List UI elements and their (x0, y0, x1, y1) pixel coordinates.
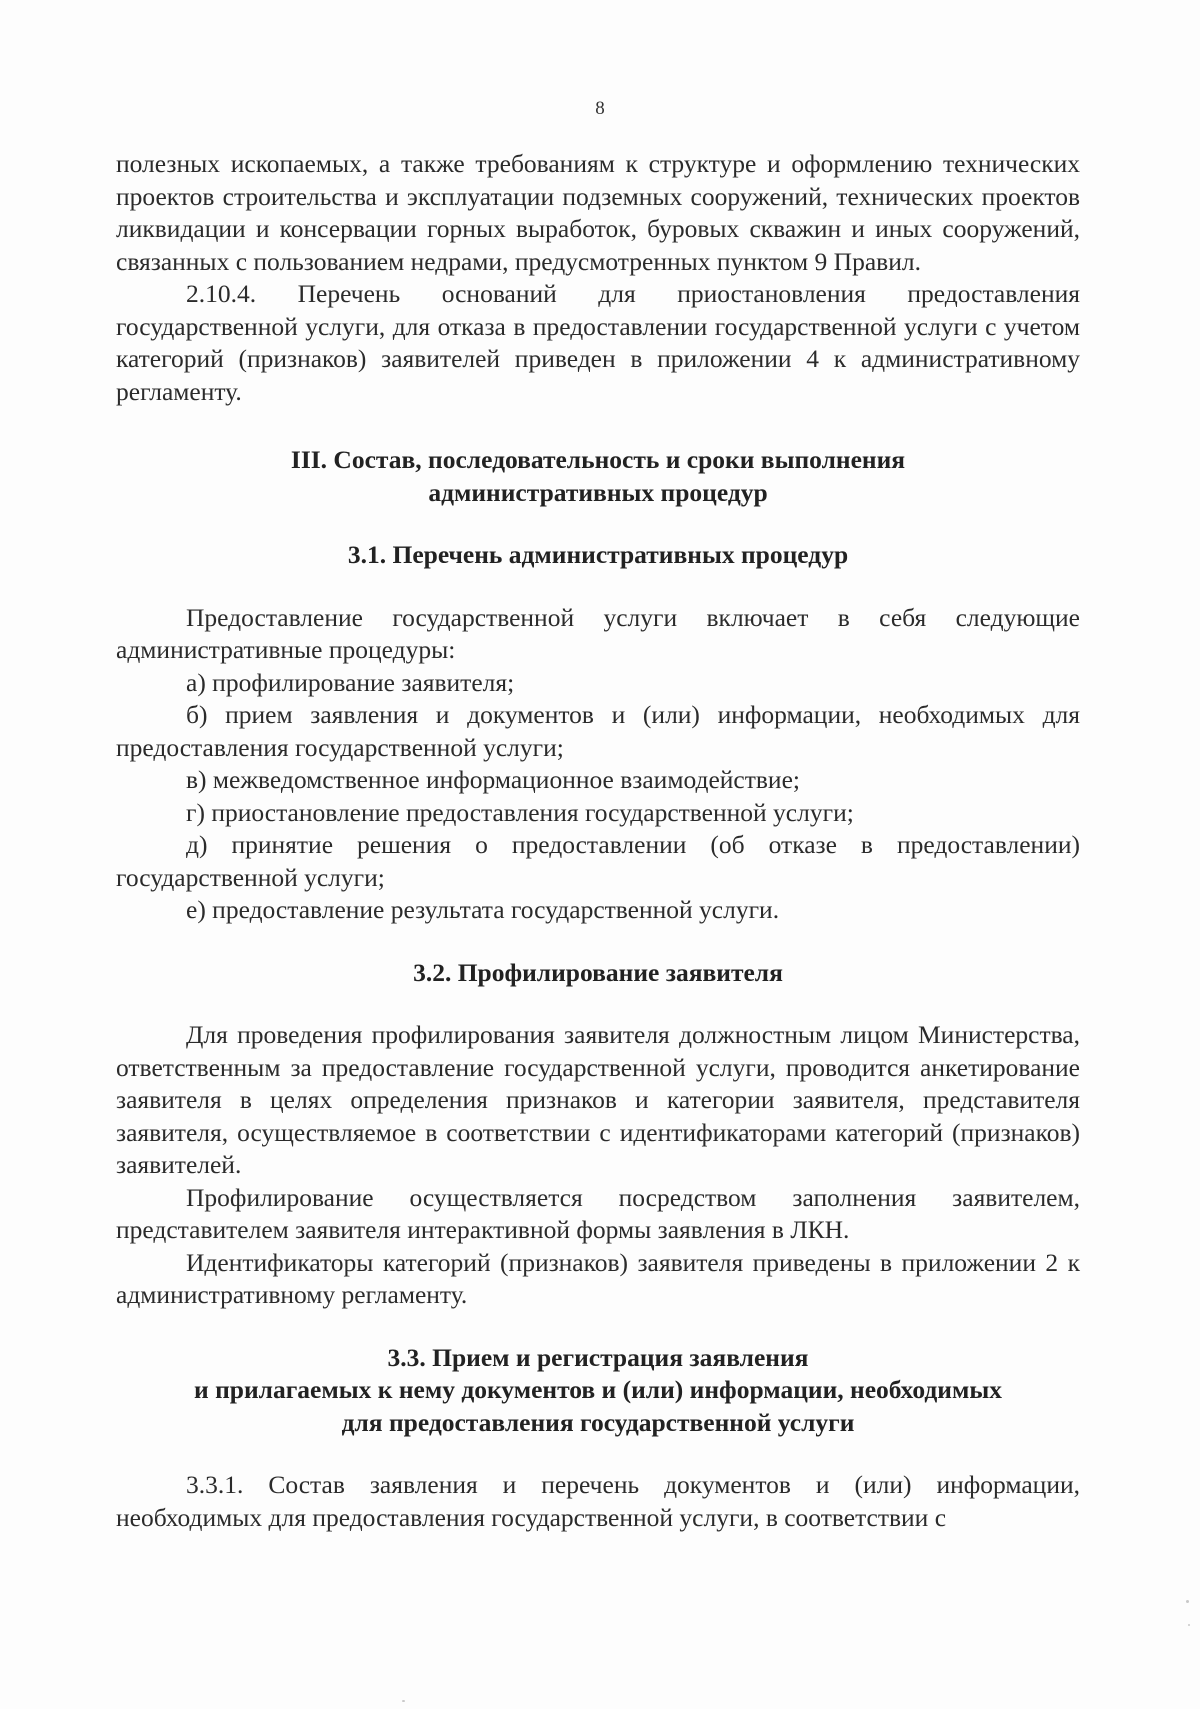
document-body (116, 148, 1080, 1534)
scan-artifact (1186, 1600, 1189, 1603)
spacer (116, 572, 1080, 602)
section-3-2-paragraph: Идентификаторы категорий (признаков) заявителя приведены в приложении 2 к административному регламенту. (116, 1247, 1080, 1309)
spacer (116, 1439, 1080, 1469)
section-3-2-paragraph: Профилирование осуществляется посредством заполнения заявителем, представителем заявителя интерактивной формы заявления в ЛКН. (116, 1182, 1080, 1244)
section-3-1-heading: 3.1. Перечень административных процедур (347, 540, 849, 569)
section-3-3-heading-line2: и прилагаемых к нему документов и (или) информации, необходимых (194, 1375, 1002, 1404)
paragraph-2-10-4: 2.10.4. Перечень оснований для приостановления предоставления государственной услуги, для отказа в предоставлении государственной услуги с учетом категорий (признаков) заявителей приведен в приложении 4 к административному регламенту. (116, 279, 1080, 406)
spacer (116, 927, 1080, 957)
list-item: в) межведомственное информационное взаимодействие; (186, 765, 800, 794)
section-3-heading-line1: III. Состав, последовательность и сроки выполнения (290, 445, 906, 474)
scan-artifact (402, 1700, 405, 1702)
list-item: а) профилирование заявителя; (186, 667, 515, 697)
spacer (116, 989, 1080, 1019)
section-3-heading (116, 444, 1080, 509)
section-3-3-heading (116, 1342, 1080, 1440)
section-3-2-heading: 3.2. Профилирование заявителя (413, 957, 783, 987)
section-3-3-heading-line1: 3.3. Прием и регистрация заявления (387, 1342, 809, 1372)
list-item: д) принятие решения о предоставлении (об отказе в предоставлении) государственной услуги; (116, 830, 1080, 892)
paragraph-3-3-1: 3.3.1. Состав заявления и перечень документов и (или) информации, необходимых для предоставления государственной услуги, в соответствии с (116, 1470, 1080, 1532)
list-item: е) предоставление результата государственной услуги. (186, 895, 780, 924)
section-3-1-intro: Предоставление государственной услуги включает в себя следующие административные процедуры: (116, 602, 1080, 664)
paragraph-continued: полезных ископаемых, а также требованиям к структуре и оформлению технических проектов строительства и эксплуатации подземных сооружений, технических проектов ликвидации и консервации горных выработок, буровых скважин и иных сооружений, связанных с пользованием недрами, предусмотренных пунктом 9 Правил. (116, 149, 1080, 276)
section-3-heading-line2: административных процедур (428, 477, 768, 507)
list-item: г) приостановление предоставления государственной услуги; (186, 797, 854, 827)
spacer (116, 509, 1080, 539)
page-number: 8 (595, 98, 605, 119)
list-item: б) прием заявления и документов и (или) информации, необходимых для предоставления государственной услуги; (116, 700, 1080, 762)
scan-artifact (1188, 1624, 1190, 1626)
spacer (116, 408, 1080, 444)
section-3-2-paragraph: Для проведения профилирования заявителя должностным лицом Министерства, ответственным за предоставление государственной услуги, проводится анкетирование заявителя в целях определения признаков и категории заявителя, представителя заявителя, осуществляемое в соответствии с идентификаторами категорий (признаков) заявителей. (116, 1020, 1080, 1179)
section-3-3-heading-line3: для предоставления государственной услуги (341, 1407, 855, 1437)
spacer (116, 1312, 1080, 1342)
